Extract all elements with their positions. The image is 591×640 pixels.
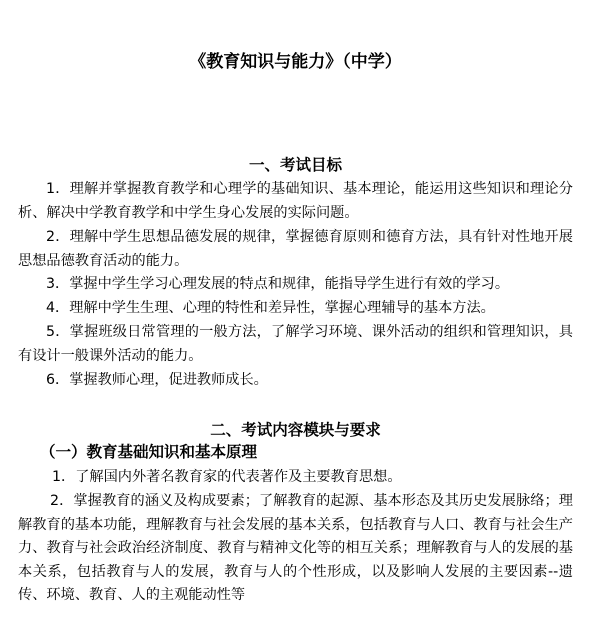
objective-item-1: 1．理解并掌握教育教学和心理学的基础知识、基本理论，能运用这些知识和理论分析、解决中学教育教学和中学生身心发展的实际问题。: [18, 181, 573, 221]
section-heading-exam-objectives: 一、考试目标: [248, 156, 342, 174]
section-heading-content-modules: 二、考试内容模块与要求: [210, 421, 381, 439]
document-title: 《教育知识与能力》（中学）: [189, 52, 402, 72]
content-item-2: 2．掌握教育的涵义及构成要素；了解教育的起源、基本形态及其历史发展脉络；理解教育的基本功能，理解教育与社会发展的基本关系，包括教育与人口、教育与社会生产力、教育与社会政治经济制度、教育与精神文化等的相互关系；理解教育与人的发展的基本关系，包括教育与人的发展，教育与人的个性形成，以及影响人发展的主要因素--遗传、环境、教育、人的主观能动性等: [18, 493, 573, 603]
objective-item-3: 3．掌握中学生学习心理发展的特点和规律，能指导学生进行有效的学习。: [46, 276, 510, 292]
objective-item-6: 6．掌握教师心理，促进教师成长。: [46, 372, 268, 388]
objective-item-4: 4．理解中学生生理、心理的特性和差异性，掌握心理辅导的基本方法。: [46, 300, 495, 316]
objective-item-2: 2．理解中学生思想品德发展的规律，掌握德育原则和德育方法，具有针对性地开展思想品德教育活动的能力。: [18, 229, 573, 269]
content-item-1: 1．了解国内外著名教育家的代表著作及主要教育思想。: [52, 469, 402, 485]
subsection-heading-education-basics: （一）教育基础知识和基本原理: [40, 443, 258, 461]
objective-item-5: 5．掌握班级日常管理的一般方法，了解学习环境、课外活动的组织和管理知识，具有设计一般课外活动的能力。: [18, 324, 573, 364]
